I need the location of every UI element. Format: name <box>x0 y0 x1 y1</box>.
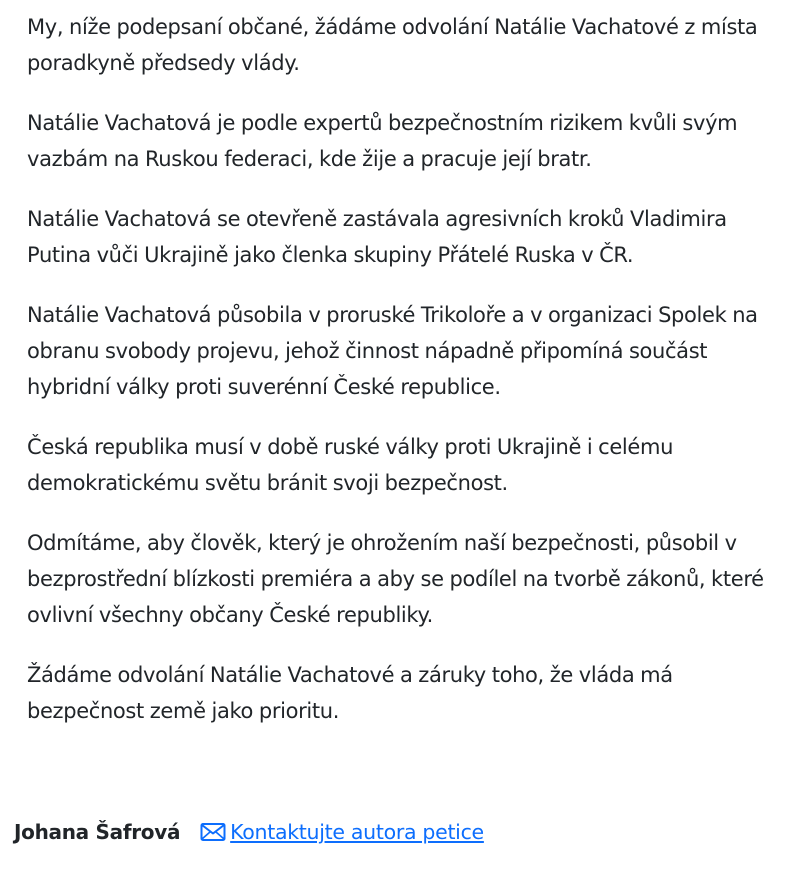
petition-text <box>27 9 792 753</box>
author-name: Johana Šafrová <box>14 820 181 844</box>
author-row <box>14 814 484 850</box>
petition-paragraph: Natálie Vachatová působila v proruské Trikoloře a v organizaci Spolek na obranu svobody projevu, jehož činnost nápadně připomíná součást hybridní války proti suverénní České republice. <box>27 303 758 399</box>
petition-paragraph: My, níže podepsaní občané, žádáme odvolání Natálie Vachatové z místa poradkyně předsedy vlády. <box>27 15 758 75</box>
petition-paragraph: Natálie Vachatová se otevřeně zastávala agresivních kroků Vladimira Putina vůči Ukrajině jako členka skupiny Přátelé Ruska v ČR. <box>27 207 727 267</box>
petition-paragraph: Česká republika musí v době ruské války proti Ukrajině i celému demokratickému světu bránit svoji bezpečnost. <box>27 435 674 495</box>
contact-author-label: Kontaktujte autora petice <box>230 820 484 844</box>
petition-paragraph: Odmítáme, aby člověk, který je ohrožením naší bezpečnosti, působil v bezprostřední blízkosti premiéra a aby se podílel na tvorbě zákonů, které ovlivní všechny občany České republiky. <box>27 531 764 627</box>
contact-author-link[interactable] <box>200 820 484 844</box>
petition-paragraph: Žádáme odvolání Natálie Vachatové a záruky toho, že vláda má bezpečnost země jako prioritu. <box>27 663 673 723</box>
envelope-icon <box>200 821 226 843</box>
petition-paragraph: Natálie Vachatová je podle expertů bezpečnostním rizikem kvůli svým vazbám na Ruskou federaci, kde žije a pracuje její bratr. <box>27 111 738 171</box>
